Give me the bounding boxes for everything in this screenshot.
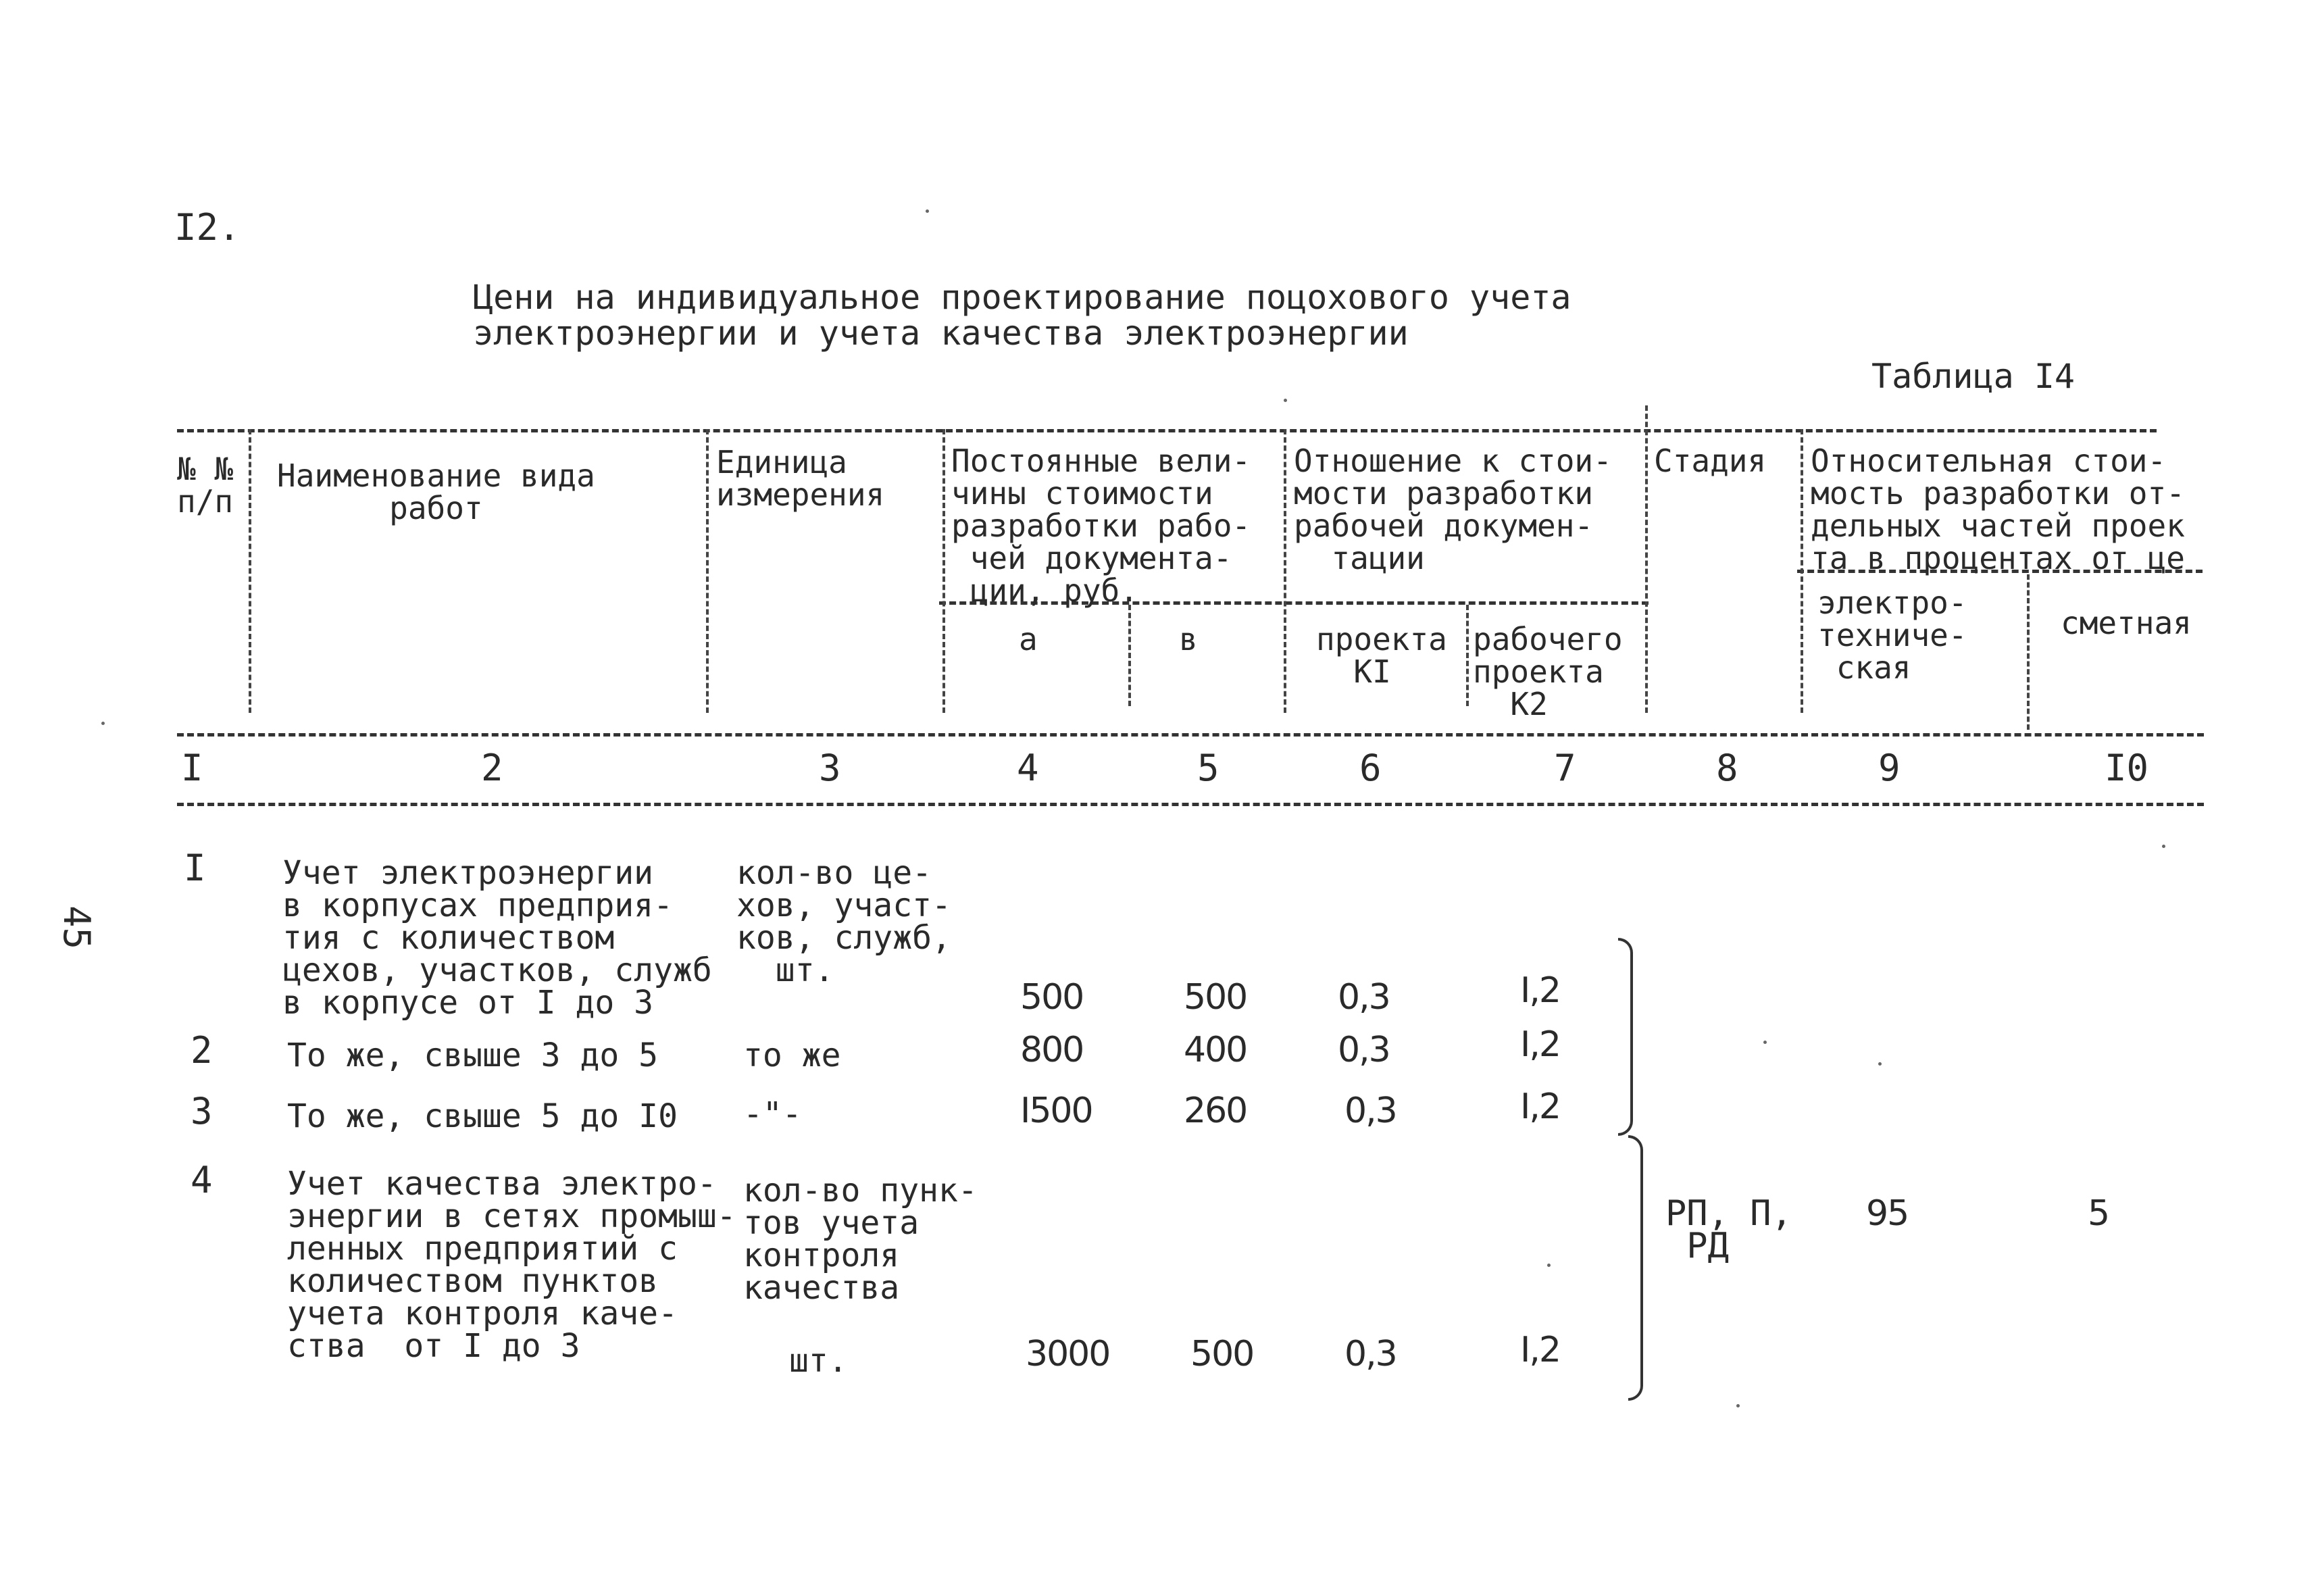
col-divider-7 [1645,405,1648,713]
row-2-value-a: 800 [1020,1030,1084,1070]
column-number-4: 4 [1017,747,1039,789]
col-divider-8 [1801,429,1803,713]
col-divider-4 [1128,605,1131,706]
header-row-number: № № п/п [177,451,234,520]
row-1-unit: кол-во це- хов, участ- ков, служб, шт. [736,854,951,989]
header-constant-costs: Постоянные вели- чины стоимости разработки рабо- чей документа- ции, руб. [951,443,1251,609]
row-2-value-b: 400 [1184,1030,1247,1070]
header-stage: Стадия [1654,443,1767,479]
scan-speck [101,722,105,725]
header-relative-cost: Относительная стои- мость разработки от- дельных частей проек та в процентах от це [1811,443,2185,576]
col-divider-5 [1284,429,1286,713]
page-number: I2. [174,206,241,249]
row-1-number: I [184,847,206,889]
row-1-value-a: 500 [1020,977,1084,1018]
column-number-2: 2 [481,747,503,789]
row-1-k1: 0,3 [1338,977,1390,1018]
row-3-k1: 0,3 [1344,1091,1397,1131]
col-divider-1 [249,429,251,713]
header-working-project-k2: рабочего проекта K2 [1473,621,1623,722]
scan-speck [1736,1404,1740,1407]
row-2-k1: 0,3 [1338,1030,1390,1070]
row-4-unit: кол-во пунк- тов учета контроля качества [743,1172,978,1307]
header-col-a: а [1019,621,1038,657]
column-number-6: 6 [1359,747,1382,789]
row-4-name: Учет качества электро- энергии в сетях промыш- ленных предприятий с количеством пунктов учета контроля каче- ства от I до 3 [287,1165,736,1365]
row-4-value-a: 3000 [1026,1334,1110,1374]
column-numbers-top-rule [177,733,2204,737]
scan-speck [1878,1062,1882,1066]
column-number-3: 3 [819,747,841,789]
row-4-value-b: 500 [1190,1334,1254,1374]
group-bracket-rows-4 [1628,1135,1643,1401]
row-3-number: 3 [191,1090,213,1132]
electrotechnical-percent: 95 [1866,1193,1909,1234]
table-label: Таблица I4 [1871,357,2076,396]
column-number-10: I0 [2105,747,2149,789]
group-bracket-rows-1-3 [1618,938,1633,1136]
header-ratio: Отношение к стои- мости разработки рабочей докумен- тации [1294,443,1612,576]
row-3-k2: I,2 [1520,1087,1560,1127]
row-4-k1: 0,3 [1344,1334,1397,1374]
row-4-number: 4 [191,1159,213,1201]
col-divider-9 [2027,574,2030,730]
row-2-k2: I,2 [1520,1024,1560,1065]
header-project-k1: проекта KI [1316,621,1447,690]
row-3-value-a: I500 [1020,1091,1092,1131]
header-col-b: в [1179,621,1198,657]
row-3-unit: -"- [743,1095,802,1133]
row-2-name: То же, свыше 3 до 5 [287,1037,659,1074]
column-number-8: 8 [1716,747,1738,789]
row-1-k2: I,2 [1520,970,1560,1011]
scan-speck [926,209,929,213]
row-4-k2: I,2 [1520,1330,1560,1370]
column-number-9: 9 [1878,747,1901,789]
column-number-5: 5 [1197,747,1219,789]
col-divider-2 [706,429,709,713]
row-4-unit-suffix: шт. [789,1342,848,1380]
header-electrotechnical: электро- техниче- ская [1817,584,1967,686]
row-2-number: 2 [191,1029,213,1072]
scan-speck [1547,1264,1551,1267]
title-line-1: Цени на индивидуальное проектирование поцохового учета [473,278,1571,317]
side-page-number: 45 [55,905,98,950]
title-line-2: электроэнергии и учета качества электроэнергии [473,314,1409,353]
row-2-unit: то же [743,1037,841,1074]
column-number-1: I [181,747,203,789]
header-top-rule [177,429,2157,432]
col-divider-6 [1466,605,1469,706]
stage-value: РП, П, РД [1665,1193,1792,1266]
scan-speck [1763,1041,1767,1044]
estimate-percent: 5 [2088,1193,2109,1234]
scan-speck [2162,845,2165,848]
column-number-7: 7 [1554,747,1576,789]
row-3-value-b: 260 [1184,1091,1247,1131]
row-3-name: То же, свыше 5 до I0 [287,1097,678,1135]
row-1-name: Учет электроэнергии в корпусах предприя- тия с количеством цехов, участков, служб в корпусе от I до 3 [282,854,712,1022]
header-unit: Единица измерения [716,444,885,513]
header-estimate: сметная [2061,605,2192,641]
column-numbers-bottom-rule [177,803,2204,806]
row-1-value-b: 500 [1184,977,1247,1018]
header-work-name: Наименование вида работ [277,457,595,526]
col-divider-3 [942,429,945,713]
scan-speck [1284,399,1287,402]
